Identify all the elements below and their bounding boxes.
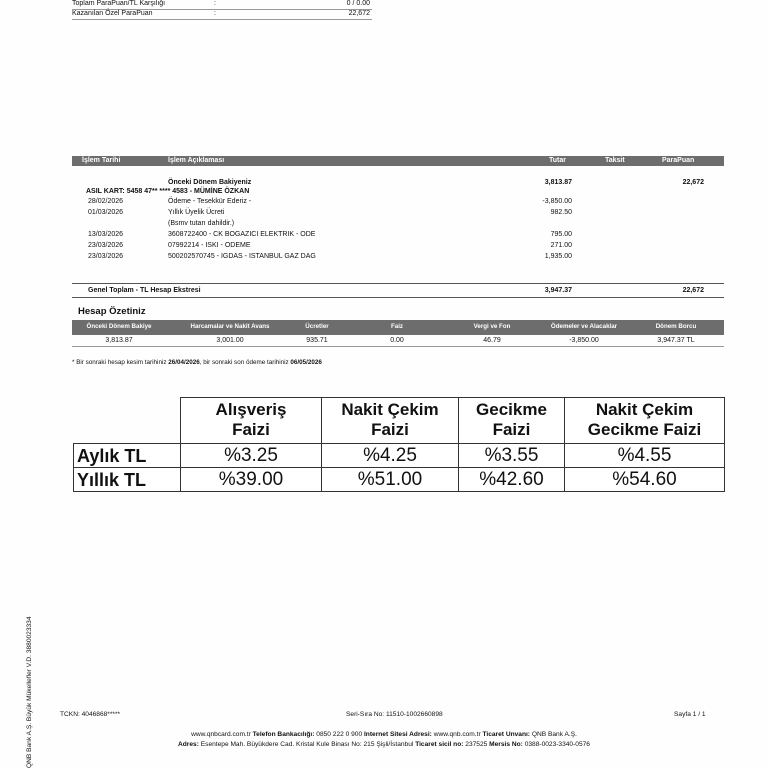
earned-parapuan-row (72, 10, 372, 20)
rate-cell: %54.60 (612, 469, 677, 490)
table-row (72, 197, 724, 206)
summary-title: Hesap Özetiniz (78, 306, 146, 317)
previous-balance-amount: 3,813.87 (544, 179, 572, 186)
footnote-prefix: * Bir sonraki hesap kesim tarihiniz (72, 359, 169, 366)
summary-value-payments: -3,850.00 (569, 337, 599, 344)
rate-header-late (458, 397, 565, 443)
row-date: 23/03/2026 (88, 253, 124, 260)
summary-header-spending: Harcamalar ve Nakit Avans (190, 323, 270, 331)
row-date: 23/03/2026 (88, 242, 124, 249)
rate-header-line: Alışveriş (215, 400, 287, 419)
table-row (72, 208, 724, 217)
summary-value-tax: 46.79 (483, 337, 501, 344)
rate-cell: %4.55 (617, 445, 672, 466)
footer-sicil-label: Ticaret sicil no: (415, 741, 464, 748)
grand-total-parapuan: 22,672 (682, 287, 704, 294)
summary-header-interest: Faiz (390, 323, 404, 331)
earned-parapuan-sep: : (214, 10, 216, 17)
header-date: İşlem Tarihi (82, 157, 121, 164)
footer-site: www.qnb.com.tr (433, 731, 481, 738)
footer-title: QNB Bank A.Ş. (531, 731, 577, 738)
footer-contact-line (0, 731, 768, 739)
table-row (72, 219, 724, 228)
points-summary-rows (72, 0, 372, 20)
footer-address: Esentepe Mah. Büyükdere Cad. Kristal Kule Binası No: 215 Şişli/İstanbul (200, 741, 414, 748)
table-row (72, 230, 724, 239)
header-installment: Taksit (605, 157, 625, 164)
rate-cell: %3.55 (484, 445, 539, 466)
footer-site-label: Internet Sitesi Adresi: (363, 731, 432, 738)
rate-cell: %51.00 (357, 469, 423, 490)
footer-web: www.qnbcard.com.tr (191, 731, 251, 738)
transactions-table (72, 168, 724, 296)
row-description: 07992214 - ISKI - ODEME (168, 242, 251, 249)
footer-phone: 0850 222 0 900 (316, 731, 363, 738)
footer-address-label: Adres: (178, 741, 199, 748)
next-dates-footnote (72, 359, 322, 367)
rate-cell: %39.00 (218, 469, 284, 490)
table-row (72, 241, 724, 250)
rate-row-label-monthly: Aylık TL (77, 445, 147, 466)
summary-value-period-debt: 3,947.37 TL (657, 337, 695, 344)
summary-header-tax: Vergi ve Fon (473, 323, 511, 331)
summary-value-fees: 935.71 (306, 337, 328, 344)
grand-total-amount: 3,947.37 (544, 287, 572, 294)
footer-mersis: 0388-0023-3340-0576 (524, 741, 590, 748)
earned-parapuan-label: Kazanılan Özel ParaPuan (72, 10, 153, 17)
footer-sicil: 237525 (465, 741, 488, 748)
row-date: 01/03/2026 (88, 209, 124, 216)
summary-header (72, 320, 724, 335)
previous-balance-row (72, 178, 724, 187)
previous-balance-label: Önceki Dönem Bakiyeniz (168, 179, 252, 186)
rate-header-line: Gecikme (476, 400, 547, 419)
rate-header-line: Nakit Çekim (341, 400, 439, 419)
rate-header-line: Faizi (371, 420, 409, 439)
rate-header-line: Faizi (492, 420, 531, 439)
row-date: 28/02/2026 (88, 198, 124, 205)
total-parapuan-label: Toplam ParaPuan/TL Karşılığı (72, 0, 166, 7)
footnote-due-date: 06/05/2026 (290, 359, 322, 366)
footer-page-number: Sayfa 1 / 1 (674, 711, 706, 718)
summary-header-fees: Ücretler (305, 323, 329, 331)
header-description: İşlem Açıklaması (168, 157, 225, 164)
rate-row-label-yearly: Yıllık TL (77, 469, 147, 490)
footer-title-label: Ticaret Unvanı: (482, 731, 530, 738)
rate-header-cash-late (564, 397, 725, 443)
table-row (72, 252, 724, 261)
footer-serial: Seri-Sıra No: 11510-1002660898 (346, 711, 443, 718)
rate-cell: %42.60 (479, 469, 544, 490)
row-amount: 1,935.00 (544, 253, 572, 260)
total-parapuan-sep: : (214, 0, 216, 7)
row-date: 13/03/2026 (88, 231, 124, 238)
footer-tckn: TCKN: 4046868***** (60, 711, 121, 718)
footer-mersis-label: Mersis No: (489, 741, 523, 748)
footer-address-line (0, 741, 768, 749)
summary-header-payments: Ödemeler ve Alacaklar (550, 323, 618, 331)
row-description: Ödeme - Tesekkür Ederiz - (168, 198, 252, 205)
rate-cell: %3.25 (224, 445, 278, 466)
summary-header-period-debt: Dönem Borcu (655, 323, 697, 331)
footnote-middle: , bir sonraki son ödeme tarihiniz (199, 359, 291, 366)
row-amount: 271.00 (550, 242, 572, 249)
footnote-cut-date: 26/04/2026 (168, 359, 200, 366)
row-description: (Bsmv tutarı dahildir.) (168, 220, 235, 227)
row-description: 500202570745 - IGDAS - ISTANBUL GAZ DAG (168, 253, 316, 260)
grand-total-label: Genel Toplam - TL Hesap Ekstresi (88, 287, 201, 294)
rate-header-cash (321, 397, 459, 443)
earned-parapuan-value: 22,672 (348, 10, 370, 17)
interest-rates-table (73, 397, 725, 493)
summary-value-interest: 0.00 (390, 337, 404, 344)
summary-value-spending: 3,001.00 (216, 337, 244, 344)
transactions-header (72, 156, 724, 166)
side-tax-info: QNB Bank A.Ş. Büyük Mükellefler V.D. 3880023334 (26, 616, 33, 768)
rate-header-line: Nakit Çekim (595, 400, 694, 419)
header-parapuan: ParaPuan (662, 157, 695, 164)
row-description: 3608722400 - CK BOGAZICI ELEKTRIK - ODE (168, 231, 316, 238)
rate-header-line: Faizi (232, 420, 270, 439)
rate-header-shopping (180, 397, 322, 443)
rate-header-line: Gecikme Faizi (587, 420, 702, 439)
footer-phone-label: Telefon Bankacılığı: (252, 731, 315, 738)
card-line: ASIL KART: 5458 47** **** 4583 - MÜMİNE ÖZKAN (86, 188, 250, 195)
header-amount: Tutar (549, 157, 566, 164)
summary-values (72, 336, 724, 347)
grand-total-row (72, 283, 724, 298)
row-description: Yıllık Üyelik Ücreti (168, 209, 225, 216)
total-parapuan-value: 0 / 0.00 (346, 0, 370, 7)
row-amount: 982.50 (550, 209, 572, 216)
summary-value-previous: 3,813.87 (105, 337, 133, 344)
row-amount: 795.00 (550, 231, 572, 238)
previous-balance-parapuan: 22,672 (682, 179, 704, 186)
summary-header-previous: Önceki Dönem Bakiye (86, 323, 152, 331)
rate-cell: %4.25 (363, 445, 417, 466)
card-line-row (72, 187, 724, 196)
row-amount: -3,850.00 (542, 198, 572, 205)
